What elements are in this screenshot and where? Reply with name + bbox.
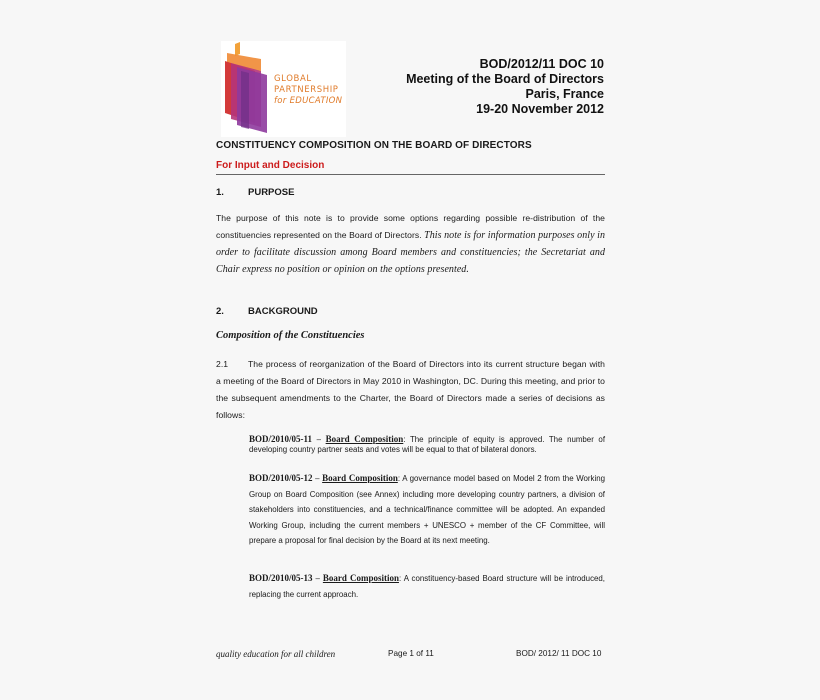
decision-item: BOD/2010/05-11 – Board Composition: The principle of equity is approved. The number of developing country partner seats and votes will be equal to that of bilateral donors.: [249, 434, 606, 454]
decision-topic: Board Composition: [322, 473, 398, 483]
logo-line-3: for EDUCATION: [274, 96, 343, 106]
purpose-text: The purpose of this note is to provide some options regarding possible re-distribution of the constituencies represented on the Board of Directors.: [216, 213, 605, 240]
decision-item: BOD/2010/05-12 – Board Composition: A governance model based on Model 2 from the Working Group on Board Composition (see Annex) including more developing country partners, a division of stakeholders into constituencies, and a technical/finance committee will be adopted. An expanded Working Group, including the current members + UNESCO + member of the CF Committee, will prepare a proposal for final decision by the Board at its next meeting.: [249, 473, 605, 545]
document-subtitle: For Input and Decision: [216, 160, 325, 171]
footer-page-number: Page 1 of 11: [388, 649, 434, 658]
doc-reference: BOD/2012/11 DOC 10: [479, 57, 604, 71]
paragraph-number: 2.1: [216, 359, 229, 369]
purpose-italic-text: This note is for information purposes only in order to facilitate discussion among Board members and constituencies; the Secretariat and Chair express no position or opinion on the options presented.: [216, 230, 605, 275]
title-divider: [216, 174, 605, 175]
section-title: PURPOSE: [248, 187, 295, 198]
logo-wordmark: [274, 74, 342, 107]
section-title: BACKGROUND: [248, 306, 318, 317]
meeting-location: Paris, France: [525, 87, 604, 101]
decision-topic: Board Composition: [322, 573, 399, 583]
meeting-dates: 19-20 November 2012: [476, 102, 604, 116]
composition-subheading: Composition of the Constituencies: [216, 330, 365, 341]
decision-text: : The principle of equity is approved. The number of developing country partner seats and votes will be equal to that of bilateral donors.: [249, 435, 606, 454]
background-text: The process of reorganization of the Board of Directors into its current structure began with a meeting of the Board of Directors in May 2010 in Washington, DC. During this meeting, and prior to the subsequent amendments to the Charter, the Board of Directors made a series of decisions as follows:: [216, 359, 605, 420]
purpose-paragraph: [216, 210, 605, 278]
section-number: 2.: [216, 306, 224, 317]
logo-line-2: PARTNERSHIP: [274, 85, 339, 95]
meeting-header: [406, 57, 604, 117]
decision-code: BOD/2010/05-12: [249, 473, 313, 483]
decision-topic: Board Composition: [325, 434, 404, 444]
meeting-name: Meeting of the Board of Directors: [406, 72, 604, 86]
background-paragraph: [216, 356, 605, 424]
section-number: 1.: [216, 187, 224, 198]
section-1-heading: [216, 187, 294, 198]
gpe-logo: [221, 41, 346, 137]
decision-text: : A constituency-based Board structure will be introduced, replacing the current approach.: [249, 574, 605, 599]
footer-tagline: quality education for all children: [216, 649, 336, 659]
decision-text: : A governance model based on Model 2 from the Working Group on Board Composition (see Annex) including more developing country partners, a division of stakeholders into constituencies, and a technical/finance committee will be adopted. An expanded Working Group, including the current members + UNESCO + member of the CF Committee, will prepare a proposal for final decision by the Board at its next meeting.: [249, 474, 605, 545]
decision-code: BOD/2010/05-13: [249, 573, 313, 583]
decision-code: BOD/2010/05-11: [249, 434, 313, 444]
decision-item: BOD/2010/05-13 – Board Composition: A constituency-based Board structure will be introduced, replacing the current approach.: [249, 573, 605, 599]
section-2-heading: [216, 306, 318, 317]
logo-line-1: GLOBAL: [274, 74, 312, 84]
document-title: CONSTITUENCY COMPOSITION ON THE BOARD OF DIRECTORS: [216, 140, 532, 151]
footer-doc-ref: BOD/ 2012/ 11 DOC 10: [516, 649, 602, 658]
